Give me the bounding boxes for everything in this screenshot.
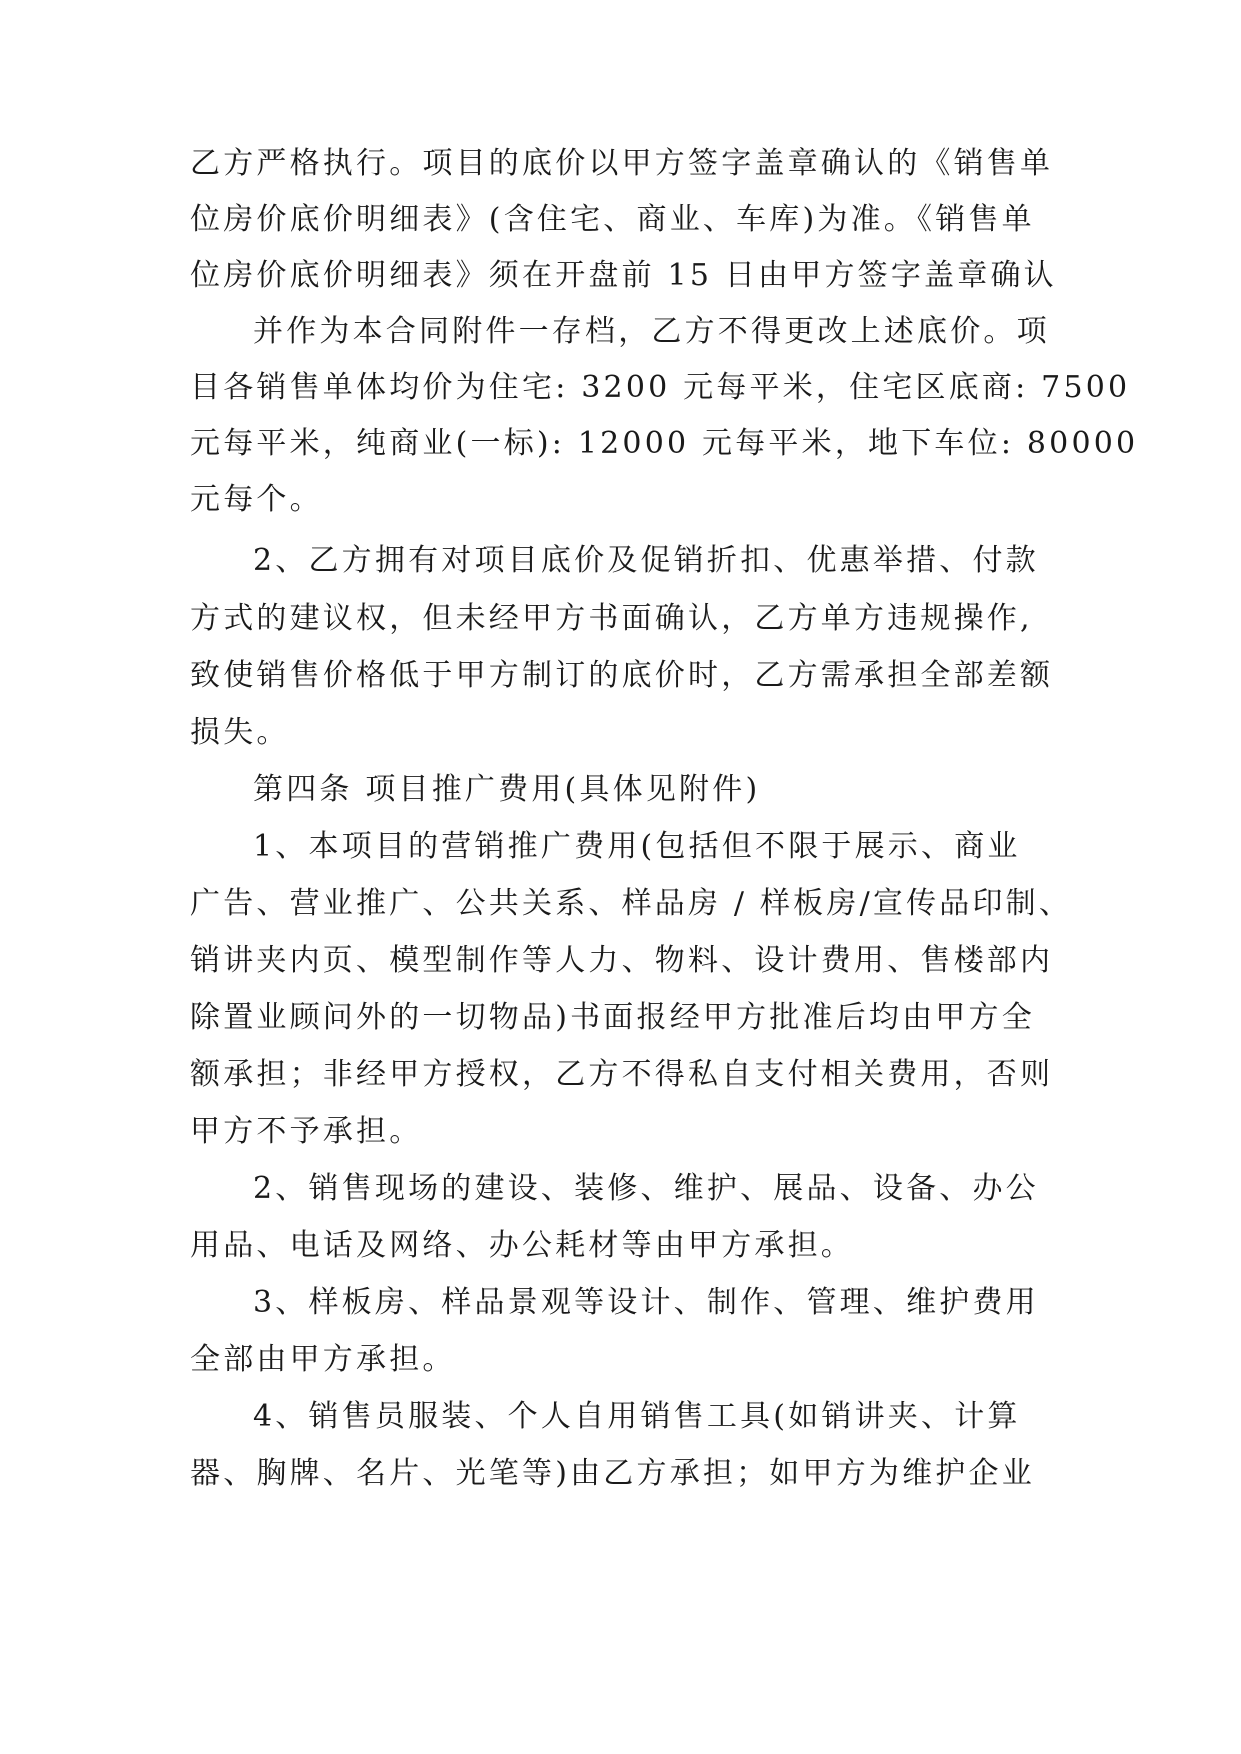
text-line: 2、销售现场的建设、装修、维护、展品、设备、办公 <box>253 1171 1039 1206</box>
text-line: 器、胸牌、名片、光笔等)由乙方承担；如甲方为维护企业 <box>190 1456 1035 1491</box>
text-line: 2、乙方拥有对项目底价及促销折扣、优惠举措、付款 <box>253 543 1039 578</box>
text-line: 元每个。 <box>190 482 323 517</box>
text-line: 损失。 <box>190 715 290 750</box>
text-line: 广告、营业推广、公共关系、样品房 / 样板房/宣传品印制、 <box>190 886 1073 921</box>
text-line: 1、本项目的营销推广费用(包括但不限于展示、商业 <box>253 829 1021 864</box>
text-line: 销讲夹内页、模型制作等人力、物料、设计费用、售楼部内 <box>190 943 1054 978</box>
text-line: 并作为本合同附件一存档，乙方不得更改上述底价。项 <box>253 314 1050 349</box>
text-line: 额承担；非经甲方授权，乙方不得私自支付相关费用，否则 <box>190 1057 1054 1092</box>
text-line: 致使销售价格低于甲方制订的底价时，乙方需承担全部差额 <box>190 658 1054 693</box>
text-line: 目各销售单体均价为住宅: 3200 元每平米，住宅区底商: 7500 <box>190 370 1131 405</box>
section-heading: 第四条 项目推广费用(具体见附件) <box>253 772 761 807</box>
text-line: 4、销售员服装、个人自用销售工具(如销讲夹、计算 <box>253 1399 1021 1434</box>
text-line: 位房价底价明细表》须在开盘前 15 日由甲方签字盖章确认 <box>190 258 1057 293</box>
text-line: 方式的建议权，但未经甲方书面确认，乙方单方违规操作, <box>190 601 1033 636</box>
text-line: 甲方不予承担。 <box>190 1114 423 1149</box>
text-line: 3、样板房、样品景观等设计、制作、管理、维护费用 <box>253 1285 1039 1320</box>
text-line: 全部由甲方承担。 <box>190 1342 456 1377</box>
text-line: 元每平米，纯商业(一标): 12000 元每平米，地下车位: 80000 <box>190 426 1139 461</box>
text-line: 用品、电话及网络、办公耗材等由甲方承担。 <box>190 1228 854 1263</box>
text-line: 位房价底价明细表》(含住宅、商业、车库)为准。《销售单 <box>190 202 1035 237</box>
text-line: 乙方严格执行。项目的底价以甲方签字盖章确认的《销售单 <box>190 146 1054 181</box>
text-line: 除置业顾问外的一切物品)书面报经甲方批准后均由甲方全 <box>190 1000 1035 1035</box>
